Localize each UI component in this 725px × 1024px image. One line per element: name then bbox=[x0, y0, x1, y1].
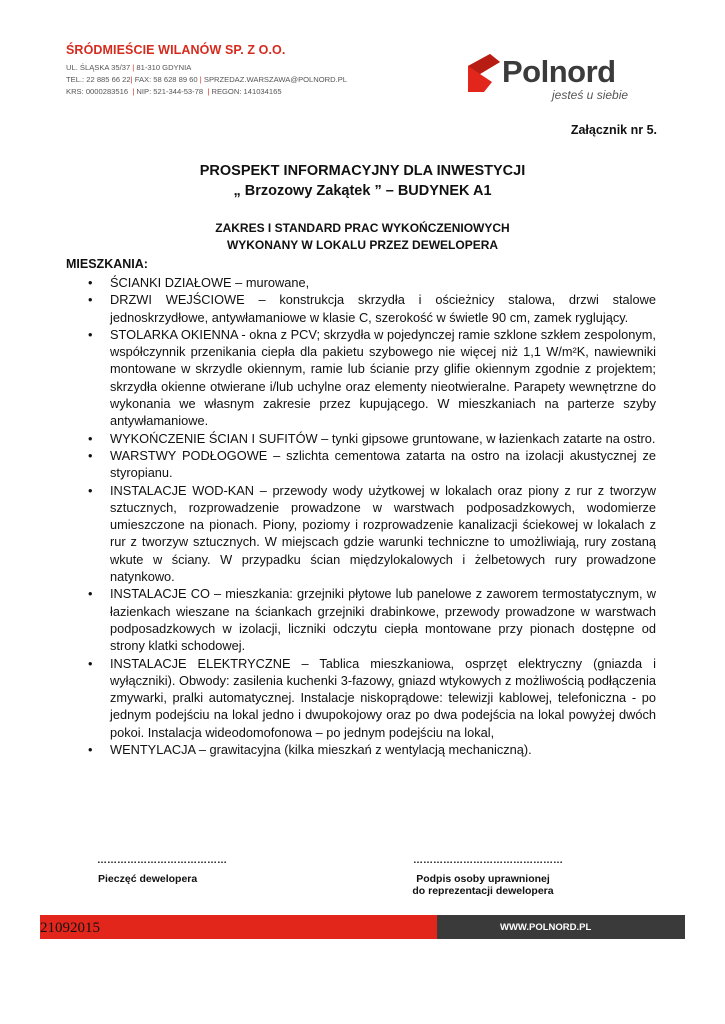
logo-tagline: jesteś u siebie bbox=[552, 88, 629, 102]
signature-label-line2: do reprezentacji dewelopera bbox=[412, 885, 554, 897]
company-name: ŚRÓDMIEŚCIE WILANÓW SP. Z O.O. bbox=[66, 43, 286, 57]
bullet-icon: • bbox=[88, 742, 93, 758]
company-tel: TEL.: 22 885 66 22 bbox=[66, 75, 131, 84]
list-item-text: WARSTWY PODŁOGOWE – szlichta cementowa zatarta na ostro na izolacji akustycznej ze styropianu. bbox=[110, 447, 656, 481]
list-item bbox=[66, 447, 656, 482]
list-item-text: DRZWI WEJŚCIOWE – konstrukcja skrzydła i ościeżnicy stalowa, drzwi stalowe jednoskrzydłowe, antywłamaniowe w klasie C, szerokość w świetle 90 cm, zamek ryglujący. bbox=[110, 292, 656, 325]
scope-list bbox=[66, 274, 656, 758]
bullet-icon: • bbox=[88, 482, 93, 498]
list-item bbox=[66, 482, 656, 586]
signature-label-line1: Podpis osoby uprawnionej bbox=[416, 873, 550, 885]
annex-label: Załącznik nr 5. bbox=[570, 123, 657, 137]
developer-stamp-line: ………………………………… bbox=[97, 855, 227, 866]
footer-website-link[interactable]: WWW.POLNORD.PL bbox=[500, 922, 592, 933]
list-item bbox=[66, 274, 656, 291]
bullet-icon: • bbox=[88, 430, 93, 446]
signature-line: ……………………………………… bbox=[413, 855, 563, 866]
address-street: UL. ŚLĄSKA 35/37 bbox=[66, 63, 131, 72]
company-contact: TEL.: 22 885 66 22| FAX: 58 628 89 60 | SPRZEDAZ.WARSZAWA@POLNORD.PL bbox=[66, 75, 348, 84]
developer-stamp-label: Pieczęć dewelopera bbox=[98, 873, 198, 885]
document-title: PROSPEKT INFORMACYJNY DLA INWESTYCJI bbox=[199, 163, 526, 179]
list-item-text: WENTYLACJA – grawitacyjna (kilka mieszkań z wentylacją mechaniczną). bbox=[110, 742, 532, 758]
polnord-mark-icon bbox=[466, 52, 502, 94]
list-item-text: INSTALACJE WOD-KAN – przewody wody użytkowej w lokalach oraz piony z rur z tworzyw sztucznych, rozprowadzenie prowadzone w warstwach podposadzkowych, wodomierze umieszczone na pionach. Piony, poziomy i rozprowadzenie kanalizacji ściekowej w lokalach z rur z tworzyw sztucznych. W miejscach gdzie warunki techniczne to umożliwiają, rury zostaną wkute w ściany. W przypadku ścian międzylokalowych i żelbetowych rury prowadzone natynkowo. bbox=[110, 482, 656, 585]
list-item-text: STOLARKA OKIENNA - okna z PCV; skrzydła w pojedynczej ramie szklone szkłem zespolonym, współczynnik przenikania ciepła dla pakietu szybowego nie więcej niż 1,1 W/m²K, nawiewniki montowane w skrzydle okiennym, ramie lub ścianie przy glifie okiennym zgodnie z projektem; skrzydła okienne otwierane i/lub uchylne oraz elementy nieotwieralne. Parapety wewnętrzne do wykonania we własnym zakresie przez kupującego. W mieszkaniach na parterze szyby antywłamaniowe. bbox=[110, 326, 656, 429]
list-item-text: ŚCIANKI DZIAŁOWE – murowane, bbox=[110, 275, 310, 290]
company-fax: FAX: 58 628 89 60 bbox=[134, 75, 198, 84]
company-nip: NIP: 521-344-53-78 bbox=[136, 87, 204, 96]
company-krs: KRS: 0000283516 bbox=[66, 87, 129, 96]
footer-code: 21092015 bbox=[40, 920, 100, 936]
list-item-text: WYKOŃCZENIE ŚCIAN I SUFITÓW – tynki gipsowe gruntowane, w łazienkach zatarte na ostro. bbox=[110, 430, 656, 446]
document-subtitle: ZAKRES I STANDARD PRAC WYKOŃCZENIOWYCH bbox=[215, 221, 510, 235]
signature-label bbox=[398, 873, 568, 897]
address-city: 81-310 GDYNIA bbox=[136, 63, 192, 72]
list-item bbox=[66, 326, 656, 430]
document-title-investment: „ Brzozowy Zakątek ” – BUDYNEK A1 bbox=[233, 183, 492, 199]
polnord-logo bbox=[466, 50, 641, 110]
company-regon: REGON: 141034165 bbox=[211, 87, 282, 96]
section-title: MIESZKANIA: bbox=[66, 257, 148, 271]
list-item bbox=[66, 430, 656, 447]
logo-text: Polnord bbox=[502, 54, 616, 89]
bullet-icon: • bbox=[88, 326, 93, 342]
company-address: UL. ŚLĄSKA 35/37 | 81-310 GDYNIA bbox=[66, 63, 192, 72]
company-header bbox=[66, 43, 347, 98]
list-item-text: INSTALACJE CO – mieszkania: grzejniki płytowe lub panelowe z zaworem termostatycznym, w łazienkach wieszane na ściankach grzejniki drabinkowe, przewody prowadzone w warstwach podposadzkowych w izolacji, liczniki odczytu ciepła montowane przy pionach dostępne od strony klatki schodowej. bbox=[110, 586, 656, 654]
bullet-icon: • bbox=[88, 655, 93, 671]
company-registry: KRS: 0000283516 | NIP: 521-344-53-78 | REGON: 141034165 bbox=[66, 87, 282, 96]
company-email: SPRZEDAZ.WARSZAWA@POLNORD.PL bbox=[203, 75, 348, 84]
list-item bbox=[66, 585, 656, 654]
list-item bbox=[66, 291, 656, 326]
list-item-text: INSTALACJE ELEKTRYCZNE – Tablica mieszkaniowa, osprzęt elektryczny (gniazda i wyłączniki). Obwody: zasilenia kuchenki 3-fazowy, gniazd wtykowych z możliwością podłączenia zmywarki, pralki automatycznej. Instalacje niskoprądowe: telewizji kablowej, telefoniczna - po jednym podejściu na lokal jedno i dwupokojowy oraz po dwa podejścia na lokal powyżej dwóch pokoi. Instalacja wideodomofonowa – po jednym podejściu na lokal, bbox=[110, 655, 656, 740]
list-item bbox=[66, 655, 656, 741]
bullet-icon: • bbox=[88, 586, 93, 602]
bullet-icon: • bbox=[88, 447, 93, 463]
bullet-icon: • bbox=[88, 292, 93, 308]
bullet-icon: • bbox=[88, 275, 93, 290]
document-subtitle-2: WYKONANY W LOKALU PRZEZ DEWELOPERA bbox=[226, 238, 499, 252]
list-item bbox=[66, 741, 656, 758]
